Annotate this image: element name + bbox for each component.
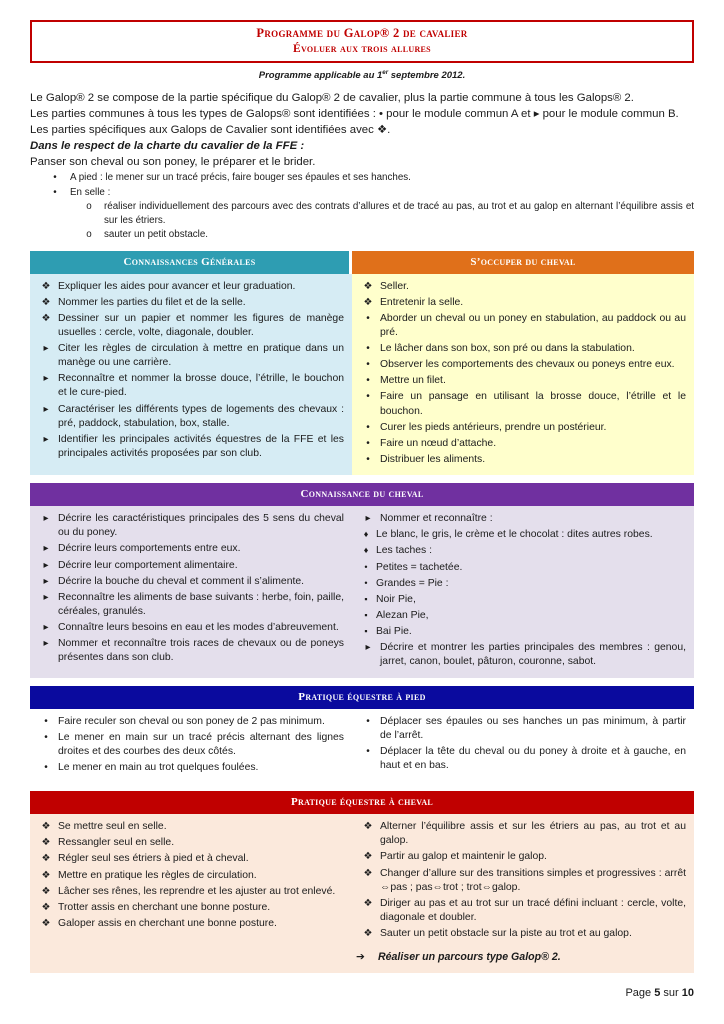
list-item: ❖ Régler seul ses étriers à pied et à cheval. <box>34 852 344 866</box>
list-item: ❖ Nommer les parties du filet et de la selle. <box>34 296 344 310</box>
list-item: ♦ Le blanc, le gris, le crème et le chocolat : dites autres robes. <box>356 528 686 542</box>
list-item: • Déplacer ses épaules ou ses hanches un pas minimum, à partir de l’arrêt. <box>356 715 686 743</box>
list-item: ▸ Reconnaître les aliments de base suivants : herbe, foin, paille, céréales, granulés. <box>34 591 344 619</box>
table-body <box>30 274 694 476</box>
list-item: • Faire reculer son cheval ou son poney de 2 pas minimum. <box>34 715 344 729</box>
list-item: • Petites = tachetée. <box>356 561 686 575</box>
bullet-marker: • <box>366 421 370 433</box>
four-diamond-marker: ❖ <box>363 851 373 863</box>
mounted-left-items <box>34 820 344 931</box>
list-item: • Observer les comportements des chevaux ou poneys entre eux. <box>356 358 686 372</box>
list-item: ▪ Noir Pie, <box>356 593 686 607</box>
list-item: ▸ Décrire leurs comportements entre eux. <box>34 542 344 556</box>
bullet-marker: ❖ <box>41 280 51 292</box>
triangle-marker: ▸ <box>365 513 371 525</box>
bullet-marker: ❖ <box>363 296 373 308</box>
bullet-marker: • <box>364 577 368 588</box>
list-item: ▸ Nommer et reconnaître trois races de chevaux ou de poneys présentes dans son club. <box>34 637 344 665</box>
list-item: ▸ Connaître leurs besoins en eau et les modes d’abreuvement. <box>34 621 344 635</box>
bullet-marker: • <box>366 715 370 727</box>
column-horse-left <box>30 506 352 677</box>
intro-paragraph-1: Le Galop® 2 se compose de la partie spécifique du Galop® 2 de cavalier, plus la partie commune à tous les Galops® 2. <box>30 91 634 104</box>
triangle-marker: ▸ <box>43 638 49 650</box>
bullet-marker: • <box>53 172 57 184</box>
bullet-marker: ▸ <box>43 343 49 355</box>
page-subtitle: Évoluer aux trois allures <box>293 42 431 55</box>
triangle-marker: ▸ <box>43 575 49 587</box>
four-diamond-marker: ❖ <box>41 901 51 913</box>
list-item: ▸ Décrire la bouche du cheval et comment il s’alimente. <box>34 575 344 589</box>
table-general-care <box>30 251 694 476</box>
bullet-marker: • <box>366 454 370 466</box>
four-diamond-marker: ❖ <box>363 867 373 879</box>
list-item: ▸ Décrire leur comportement alimentaire. <box>34 559 344 573</box>
triangle-marker: ▸ <box>365 642 371 654</box>
list-item: • Le mener en main au trot quelques foulées. <box>34 761 344 775</box>
list-item: ❖ Partir au galop et maintenir le galop. <box>356 850 686 864</box>
list-item: ❖ Ressangler seul en selle. <box>34 836 344 850</box>
header-pratique-equestre-a-pied: Pratique équestre à pied <box>30 686 694 709</box>
column-horse-right <box>352 506 694 677</box>
list-item: • A pied : le mener sur un tracé précis, faire bouger ses épaules et ses hanches. <box>48 171 694 185</box>
mounted-right-items <box>356 820 686 941</box>
charte-line: Dans le respect de la charte du cavalier de la FFE : <box>30 140 305 153</box>
square-marker: ▪ <box>364 626 368 637</box>
bullet-marker: • <box>53 186 57 198</box>
intro-paragraph-2: Les parties communes à tous les types de Galops® sont identifiées : • pour le module commun A et ▸ pour le module commun B. <box>30 107 679 120</box>
circle-marker: o <box>86 229 92 241</box>
bullet-marker: • <box>366 312 370 324</box>
list-item: ❖ Seller. <box>356 280 686 294</box>
bullet-marker: • <box>366 359 370 371</box>
final-objective-line: ➔ Réaliser un parcours type Galop® 2. <box>356 951 561 964</box>
list-item: ❖ Se mettre seul en selle. <box>34 820 344 834</box>
header-soccuper-du-cheval: S’occuper du cheval <box>352 251 694 274</box>
list-item: ▸ Citer les règles de circulation à mettre en pratique dans un manège ou une carrière. <box>34 342 344 370</box>
list-item: • Curer les pieds antérieurs, prendre un postérieur. <box>356 421 686 435</box>
list-item: ❖ Dessiner sur un papier et nommer les figures de manège usuelles : cercle, volte, diagonale, doubler. <box>34 312 344 340</box>
bullet-marker: ❖ <box>41 312 51 324</box>
four-diamond-marker: ❖ <box>363 821 373 833</box>
list-item: • Le lâcher dans son box, son pré ou dans la stabulation. <box>356 342 686 356</box>
table-foot-practice <box>30 686 694 784</box>
header-connaissances-generales: Connaissances Générales <box>30 251 352 274</box>
table-horse-knowledge <box>30 483 694 677</box>
column-foot-left <box>30 709 352 784</box>
foot-left-items <box>34 715 344 776</box>
intro-bullet-list <box>30 171 694 242</box>
list-item: ❖ Alterner l’équilibre assis et sur les étriers au pas, au trot et au galop. <box>356 820 686 848</box>
column-mounted-right <box>352 814 694 973</box>
list-item: ▪ Alezan Pie, <box>356 609 686 623</box>
square-marker: ▪ <box>364 610 368 621</box>
list-item: ▸ Caractériser les différents types de logements des chevaux : pré, paddock, stabulation, box, stalle. <box>34 403 344 431</box>
square-marker: ▪ <box>364 593 368 604</box>
bullet-marker: • <box>44 715 48 727</box>
bullet-marker: • <box>366 391 370 403</box>
table-header-row <box>30 251 694 274</box>
bullet-marker: • <box>44 731 48 743</box>
bullet-marker: ❖ <box>363 280 373 292</box>
foot-right-items <box>356 715 686 774</box>
list-item: • Mettre un filet. <box>356 374 686 388</box>
four-diamond-marker: ❖ <box>363 928 373 940</box>
table-body <box>30 709 694 784</box>
list-item: ❖ Lâcher ses rênes, les reprendre et les ajuster au trot enlevé. <box>34 885 344 899</box>
table-body <box>30 814 694 973</box>
bullet-marker: • <box>364 561 368 572</box>
list-item: • Faire un pansage en utilisant la brosse douce, l’étrille et le bouchon. <box>356 390 686 418</box>
applicable-text-end: septembre 2012. <box>388 70 466 82</box>
list-item: • Grandes = Pie : <box>356 577 686 591</box>
list-item: ▸ Identifier les principales activités équestres de la FFE et les principales activités proposées par son club. <box>34 433 344 461</box>
list-item: • Faire un nœud d’attache. <box>356 437 686 451</box>
triangle-marker: ▸ <box>43 591 49 603</box>
horse-left-items <box>34 512 344 665</box>
diamond-marker: ♦ <box>363 545 369 556</box>
title-box <box>30 20 694 63</box>
list-item: ▸ Décrire les caractéristiques principales des 5 sens du cheval ou du poney. <box>34 512 344 540</box>
bullet-marker: • <box>44 762 48 774</box>
list-item: ▸ Nommer et reconnaître : <box>356 512 686 526</box>
list-item: ❖ Expliquer les aides pour avancer et leur graduation. <box>34 280 344 294</box>
applicable-text: Programme applicable au 1 <box>258 70 383 82</box>
list-item: ▪ Bai Pie. <box>356 625 686 639</box>
list-item: • En selle : <box>48 186 694 200</box>
care-items <box>356 280 686 468</box>
list-item: • Déplacer la tête du cheval ou du poney à droite et à gauche, en haut et en bas. <box>356 745 686 773</box>
bullet-marker: ▸ <box>43 403 49 415</box>
list-item: ❖ Sauter un petit obstacle sur la piste au trot et au galop. <box>356 927 686 941</box>
list-item: ❖ Mettre en pratique les règles de circulation. <box>34 869 344 883</box>
triangle-marker: ▸ <box>43 622 49 634</box>
page-number-footer: Page 5 sur 10 <box>625 987 694 1000</box>
intro-section <box>30 90 694 171</box>
bullet-marker: • <box>366 343 370 355</box>
bullet-marker: • <box>366 745 370 757</box>
table-body <box>30 506 694 677</box>
table-mounted-practice <box>30 791 694 973</box>
intro-paragraph-3: Les parties spécifiques aux Galops de Cavalier sont identifiées avec ❖. <box>30 123 391 136</box>
four-diamond-marker: ❖ <box>41 837 51 849</box>
four-diamond-marker: ❖ <box>41 821 51 833</box>
horse-right-items <box>356 512 686 669</box>
triangle-marker: ▸ <box>43 513 49 525</box>
triangle-marker: ▸ <box>43 559 49 571</box>
list-item: • Le mener en main sur un tracé précis alternant des lignes droites et des courbes des deux côtés. <box>34 731 344 759</box>
list-item: ▸ Décrire et montrer les parties principales des membres : genou, jarret, canon, boulet, pâturon, couronne, sabot. <box>356 641 686 669</box>
list-item: • Aborder un cheval ou un poney en stabulation, au paddock ou au pré. <box>356 312 686 340</box>
column-general <box>30 274 352 476</box>
list-item: ❖ Diriger au pas et au trot sur un tracé défini incluant : cercle, volte, diagonale et doubler. <box>356 897 686 925</box>
page-title: Programme du Galop® 2 de cavalier <box>256 26 468 40</box>
arrow-icon: ➔ <box>356 951 365 964</box>
list-item: ♦ Les taches : <box>356 544 686 558</box>
bullet-marker: ▸ <box>43 373 49 385</box>
current-page-number: 5 <box>654 987 661 1000</box>
list-item: ❖ Galoper assis en cherchant une bonne posture. <box>34 917 344 931</box>
bullet-marker: • <box>366 375 370 387</box>
column-mounted-left <box>30 814 352 973</box>
circle-marker: o <box>86 200 92 212</box>
four-diamond-marker: ❖ <box>363 897 373 909</box>
list-item: ❖ Changer d’allure sur des transitions simples et progressives : arrêt ⇔pas ; pas⇔trot ; trot⇔galop. <box>356 867 686 895</box>
column-foot-right <box>352 709 694 784</box>
bullet-marker: ❖ <box>41 296 51 308</box>
panser-line: Panser son cheval ou son poney, le préparer et le brider. <box>30 156 316 169</box>
list-item: ❖ Entretenir la selle. <box>356 296 686 310</box>
list-item: • Distribuer les aliments. <box>356 453 686 467</box>
bullet-marker: • <box>366 437 370 449</box>
list-item: ❖ Trotter assis en cherchant une bonne posture. <box>34 901 344 915</box>
header-connaissance-du-cheval: Connaissance du cheval <box>30 483 694 506</box>
four-diamond-marker: ❖ <box>41 869 51 881</box>
diamond-marker: ♦ <box>363 529 369 540</box>
four-diamond-marker: ❖ <box>41 918 51 929</box>
list-item: ▸ Reconnaître et nommer la brosse douce, l’étrille, le bouchon et le cure-pied. <box>34 372 344 400</box>
bullet-marker: ▸ <box>43 433 49 445</box>
total-page-number: 10 <box>681 987 694 1000</box>
list-item: o réaliser individuellement des parcours avec des contrats d’allures et de tracé au pas, au trot et au galop en alternant l’équilibre assis et sur les étriers. <box>82 200 694 228</box>
applicable-date-line <box>30 69 694 81</box>
four-diamond-marker: ❖ <box>41 885 51 897</box>
list-item: o sauter un petit obstacle. <box>82 228 694 242</box>
triangle-marker: ▸ <box>43 543 49 555</box>
header-pratique-equestre-a-cheval: Pratique équestre à cheval <box>30 791 694 814</box>
column-care <box>352 274 694 476</box>
ordinal-superscript: er <box>382 69 389 77</box>
four-diamond-marker: ❖ <box>41 853 51 865</box>
general-items <box>34 280 344 462</box>
